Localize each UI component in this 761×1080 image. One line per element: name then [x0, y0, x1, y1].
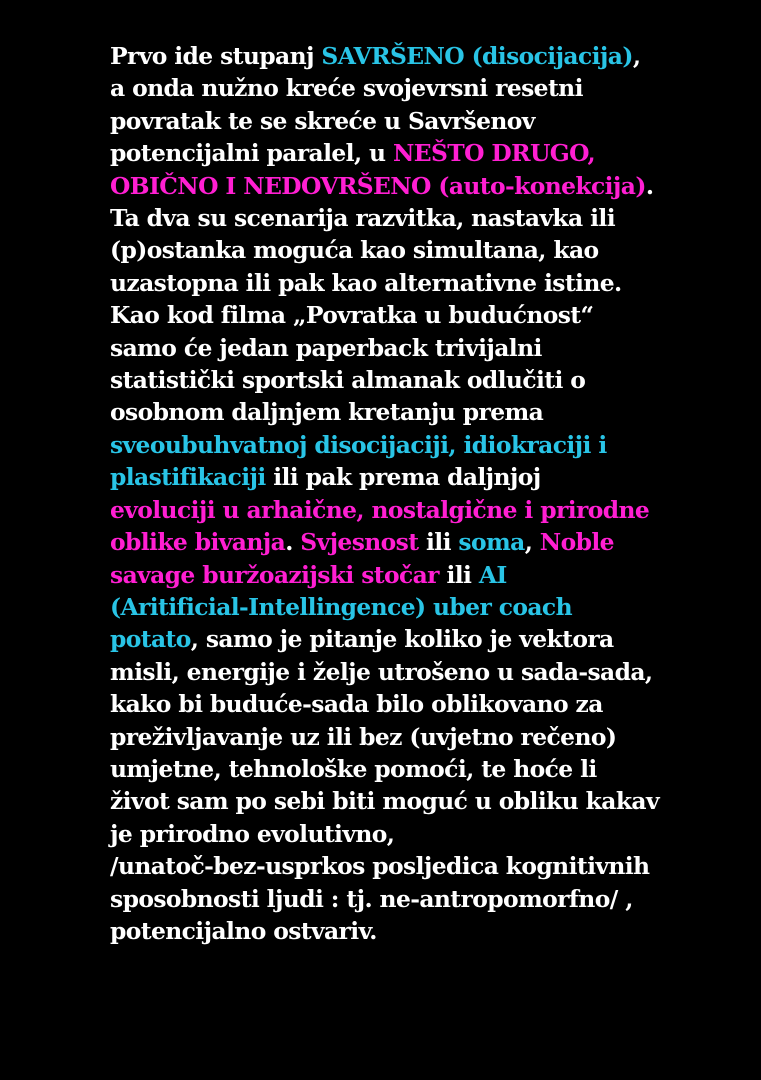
text-line	[110, 785, 730, 817]
cyan-highlight-text: sveoubuhvatnoj disocijaciji, idiokraciji i	[110, 430, 607, 459]
plain-text: ,	[632, 42, 641, 70]
text-line	[110, 818, 730, 850]
text-line	[110, 234, 730, 266]
cyan-highlight-text: AI	[478, 560, 507, 589]
text-line	[110, 494, 730, 526]
plain-text: preživljavanje uz ili bez (uvjetno rečeno)	[110, 722, 617, 751]
text-line	[110, 883, 730, 915]
plain-text: .	[285, 528, 301, 557]
text-line	[110, 688, 730, 720]
plain-text: je prirodno evolutivno,	[110, 819, 395, 848]
magenta-highlight-text: oblike bivanja	[110, 528, 286, 557]
text-line	[110, 721, 730, 753]
plain-text: kako bi buduće-sada bilo oblikovano za	[110, 690, 603, 719]
plain-text: život sam po sebi biti moguć u obliku kakav	[110, 787, 659, 816]
plain-text: ili	[418, 528, 459, 557]
text-line	[110, 753, 730, 785]
magenta-highlight-text: OBIČNO I NEDOVRŠENO (auto-konekcija)	[110, 171, 646, 200]
text-line	[110, 559, 730, 591]
plain-text: potencijalni paralel, u	[110, 139, 393, 168]
text-line	[110, 915, 730, 947]
plain-text: Kao kod filma „Povratka u budućnost“	[110, 301, 594, 330]
text-line	[110, 396, 730, 428]
plain-text: , samo je pitanje koliko je vektora	[190, 625, 614, 654]
magenta-highlight-text: Noble	[539, 528, 614, 557]
text-line	[110, 364, 730, 396]
text-line	[110, 429, 730, 461]
plain-text: .	[645, 171, 654, 200]
text-line	[110, 137, 730, 169]
cyan-highlight-text: SAVRŠENO (disocijacija)	[321, 42, 633, 70]
magenta-highlight-text: NEŠTO DRUGO,	[393, 139, 596, 168]
plain-text: ,	[524, 528, 540, 557]
cyan-highlight-text: (Aritificial-Intellingence) uber coach	[110, 592, 572, 621]
plain-text: potencijalno ostvariv.	[110, 916, 377, 945]
text-line	[110, 591, 730, 623]
plain-text: ili	[438, 560, 479, 589]
cyan-highlight-text: soma	[458, 528, 525, 557]
text-line	[110, 72, 730, 104]
cyan-highlight-text: potato	[110, 625, 191, 654]
magenta-highlight-text: savage buržoazijski stočar	[110, 560, 439, 589]
magenta-highlight-text: Svjesnost	[300, 528, 419, 557]
text-line	[110, 332, 730, 364]
plain-text: statistički sportski almanak odlučiti o	[110, 366, 586, 395]
body-paragraph	[110, 40, 730, 947]
text-line	[110, 850, 730, 882]
plain-text: sposobnosti ljudi : tj. ne-antropomorfno/ ,	[110, 884, 633, 913]
plain-text: uzastopna ili pak kao alternativne istine.	[110, 268, 622, 297]
text-line	[110, 656, 730, 688]
text-line	[110, 267, 730, 299]
text-line	[110, 170, 730, 202]
text-line	[110, 105, 730, 137]
plain-text: a onda nužno kreće svojevrsni resetni	[110, 74, 583, 103]
cyan-highlight-text: plastifikaciji	[110, 463, 266, 492]
plain-text: osobnom daljnjem kretanju prema	[110, 398, 544, 427]
plain-text: samo će jedan paperback trivijalni	[110, 333, 542, 362]
plain-text: (p)ostanka moguća kao simultana, kao	[110, 236, 599, 265]
text-line	[110, 461, 730, 493]
text-line	[110, 623, 730, 655]
plain-text: /unatoč-bez-usprkos posljedica kognitivnih	[110, 852, 650, 881]
plain-text: umjetne, tehnološke pomoći, te hoće li	[110, 754, 597, 783]
plain-text: Ta dva su scenarija razvitka, nastavka ili	[110, 204, 615, 233]
text-line	[110, 40, 730, 72]
plain-text: Prvo ide stupanj	[110, 42, 322, 70]
plain-text: ili pak prema daljnjoj	[265, 463, 541, 492]
text-line	[110, 526, 730, 558]
text-line	[110, 299, 730, 331]
plain-text: povratak te se skreće u Savršenov	[110, 106, 535, 135]
text-line	[110, 202, 730, 234]
magenta-highlight-text: evoluciji u arhaične, nostalgične i prirodne	[110, 495, 650, 524]
plain-text: misli, energije i želje utrošeno u sada-sada,	[110, 657, 653, 686]
